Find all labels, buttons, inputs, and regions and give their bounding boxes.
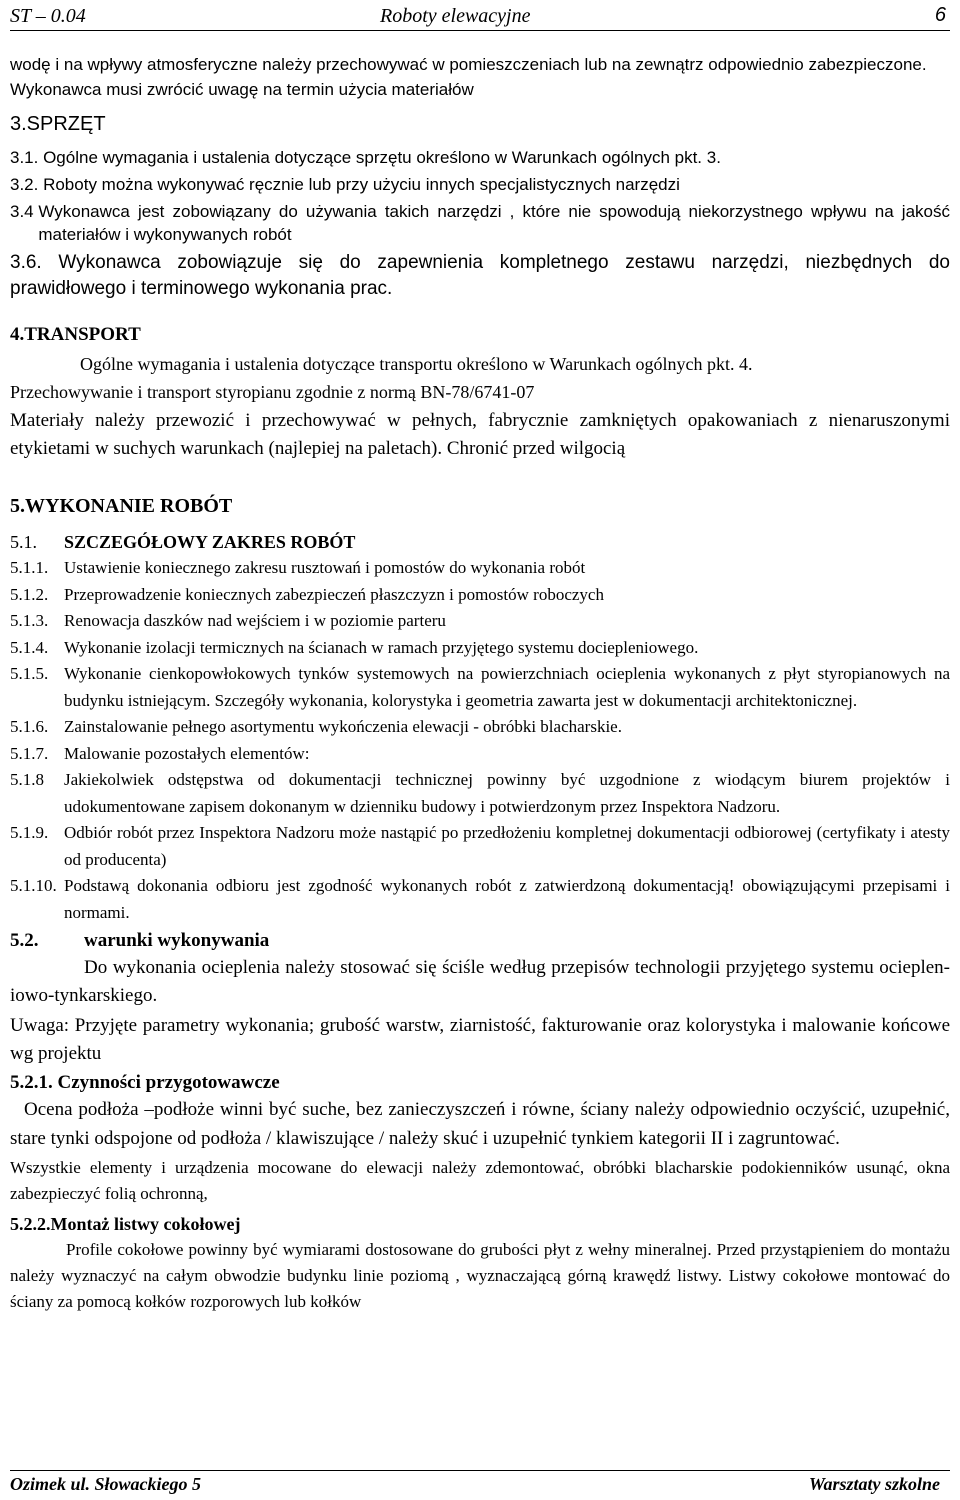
list-item: 5.1.5. Wykonanie cienkopowłokowych tynków systemowych na powierzchniach ocieplenia wykonanych z płyt styropianowych na budynku istniejącym. Szczegóły wykonania, kolorystyka i geometria zawarta jest w dokumentacji architektonicznej. — [10, 664, 950, 710]
footer-address: Ozimek ul. Słowackiego 5 — [10, 1474, 202, 1494]
paragraph-3-2: 3.2. Roboty można wykonywać ręcznie lub przy użyciu innych specjalistycznych narzędzi — [10, 175, 680, 194]
section-5-heading: 5.WYKONANIE ROBÓT — [10, 495, 233, 517]
scope-list — [10, 555, 950, 926]
subsection-5-2-heading — [10, 928, 950, 954]
paragraph-3-4-text: Wykonawca jest zobowiązany do używania takich narzędzi , które nie spowodują niekorzystnego wpływu na jakość materiałów i wykonywanych robót — [38, 202, 950, 244]
paragraph-4-2: Przechowywanie i transport styropianu zgodnie z normą BN-78/6741-07 — [10, 382, 535, 402]
subsection-5-1-heading — [10, 529, 950, 555]
intro-paragraph-1: wodę i na wpływy atmosferyczne należy przechowywać w pomieszczeniach lub na zewnątrz odpowiednio zabezpieczone. — [10, 55, 927, 74]
document-title: Roboty elewacyjne — [380, 5, 531, 27]
list-item: 5.1.10. Podstawą dokonania odbioru jest zgodność wykonanych robót z zatwierdzoną dokumentacją! obowiązującymi przepisami i normami. — [10, 876, 950, 922]
page-header — [10, 2, 950, 31]
subsection-5-2-title: warunki wykonywania — [84, 930, 270, 951]
list-item: 5.1.6. Zainstalowanie pełnego asortymentu wykończenia elewacji - obróbki blacharskie. — [10, 717, 622, 736]
section-4-heading: 4.TRANSPORT — [10, 324, 141, 345]
subsection-5-2-1-heading: 5.2.1. Czynności przygotowawcze — [10, 1072, 280, 1093]
paragraph-5-2-2: Profile cokołowe powinny być wymiarami dostosowane do grubości płyt z wełny mineralnej. Przed przystąpieniem do montażu należy wyznaczyć na całym obwodzie budynku linie poziomą , wyznaczającą górną krawędź listwy. Listwy cokołowe montować do ściany za pomocą kołków rozporowych lub kołków — [10, 1240, 950, 1311]
list-item: 5.1.1. Ustawienie koniecznego zakresu rusztowań i pomostów do wykonania robót — [10, 558, 586, 577]
paragraph-4-1: Ogólne wymagania i ustalenia dotyczące transportu określono w Warunkach ogólnych pkt. 4. — [80, 354, 753, 374]
spec-code: ST – 0.04 — [10, 5, 86, 27]
subsection-5-2-number: 5.2. — [10, 930, 39, 951]
intro-paragraph-2: Wykonawca musi zwrócić uwagę na termin użycia materiałów — [10, 80, 474, 99]
section-3-heading: 3.SPRZĘT — [10, 113, 106, 135]
page-footer — [10, 1470, 950, 1499]
subsection-5-1-title: SZCZEGÓŁOWY ZAKRES ROBÓT — [64, 532, 356, 552]
document-body — [10, 53, 950, 1315]
list-item: 5.1.8 Jakiekolwiek odstępstwa od dokumentacji technicznej powinny być uzgodnione z wiodącym biurem projektów i udokumentowane zapisem dokonanym w dzienniku budowy i potwierdzonym przez Inspektora Nadzoru. — [10, 770, 950, 816]
subsection-5-1-number: 5.1. — [10, 532, 37, 552]
paragraph-3-1: 3.1. Ogólne wymagania i ustalenia dotyczące sprzętu określono w Warunkach ogólnych pkt. 3. — [10, 148, 721, 167]
paragraph-5-2-1-a: Ocena podłoża –podłoże winni być suche, bez zanieczyszczeń i równe, ściany należy odpowiednio oczyścić, uzupełnić, stare tynki odspojone od podłoża / klawiszujące / należy skuć i uzupełnić tynkiem kategorii II i zagruntować. — [10, 1099, 950, 1149]
paragraph-4-3: Materiały należy przewozić i przechowywać w pełnych, fabrycznie zamkniętych opakowaniach z nienaruszonymi etykietami w suchych warunkach (najlepiej na paletach). Chronić przed wilgocią — [10, 410, 950, 459]
paragraph-5-2-a: Do wykonania ocieplenia należy stosować się ściśle według przepisów technologii przyjętego systemu ociepleniowo-tynkarskiego. — [10, 957, 950, 1006]
list-item: 5.1.3. Renowacja daszków nad wejściem i w poziomie parteru — [10, 611, 446, 630]
paragraph-5-2-1-b: Wszystkie elementy i urządzenia mocowane do elewacji należy zdemontować, obróbki blacharskie podokienników usunąć, okna zabezpieczyć folią ochronną, — [10, 1158, 950, 1203]
list-item: 5.1.4. Wykonanie izolacji termicznych na ścianach w ramach przyjętego systemu dociepleniowego. — [10, 637, 699, 657]
page-number: 6 — [934, 4, 946, 26]
list-item: 5.1.9. Odbiór robót przez Inspektora Nadzoru może nastąpić po przedłożeniu kompletnej dokumentacji odbiorowej (certyfikaty i atesty od producenta) — [10, 823, 950, 869]
paragraph-3-6: 3.6. Wykonawca zobowiązuje się do zapewnienia kompletnego zestawu narzędzi, niezbędnych do prawidłowego i terminowego wykonania prac. — [10, 252, 950, 299]
paragraph-3-4 — [10, 200, 950, 246]
paragraph-3-4-number: 3.4 — [10, 202, 39, 221]
footer-organization: Warsztaty szkolne — [808, 1474, 940, 1494]
list-item: 5.1.2. Przeprowadzenie koniecznych zabezpieczeń płaszczyzn i pomostów roboczych — [10, 584, 604, 604]
paragraph-5-2-b: Uwaga: Przyjęte parametry wykonania; grubość warstw, ziarnistość, fakturowanie oraz kolorystyka i malowanie końcowe wg projektu — [10, 1015, 950, 1064]
subsection-5-2-2-heading: 5.2.2.Montaż listwy cokołowej — [10, 1214, 241, 1234]
list-item: 5.1.7. Malowanie pozostałych elementów: — [10, 743, 310, 763]
